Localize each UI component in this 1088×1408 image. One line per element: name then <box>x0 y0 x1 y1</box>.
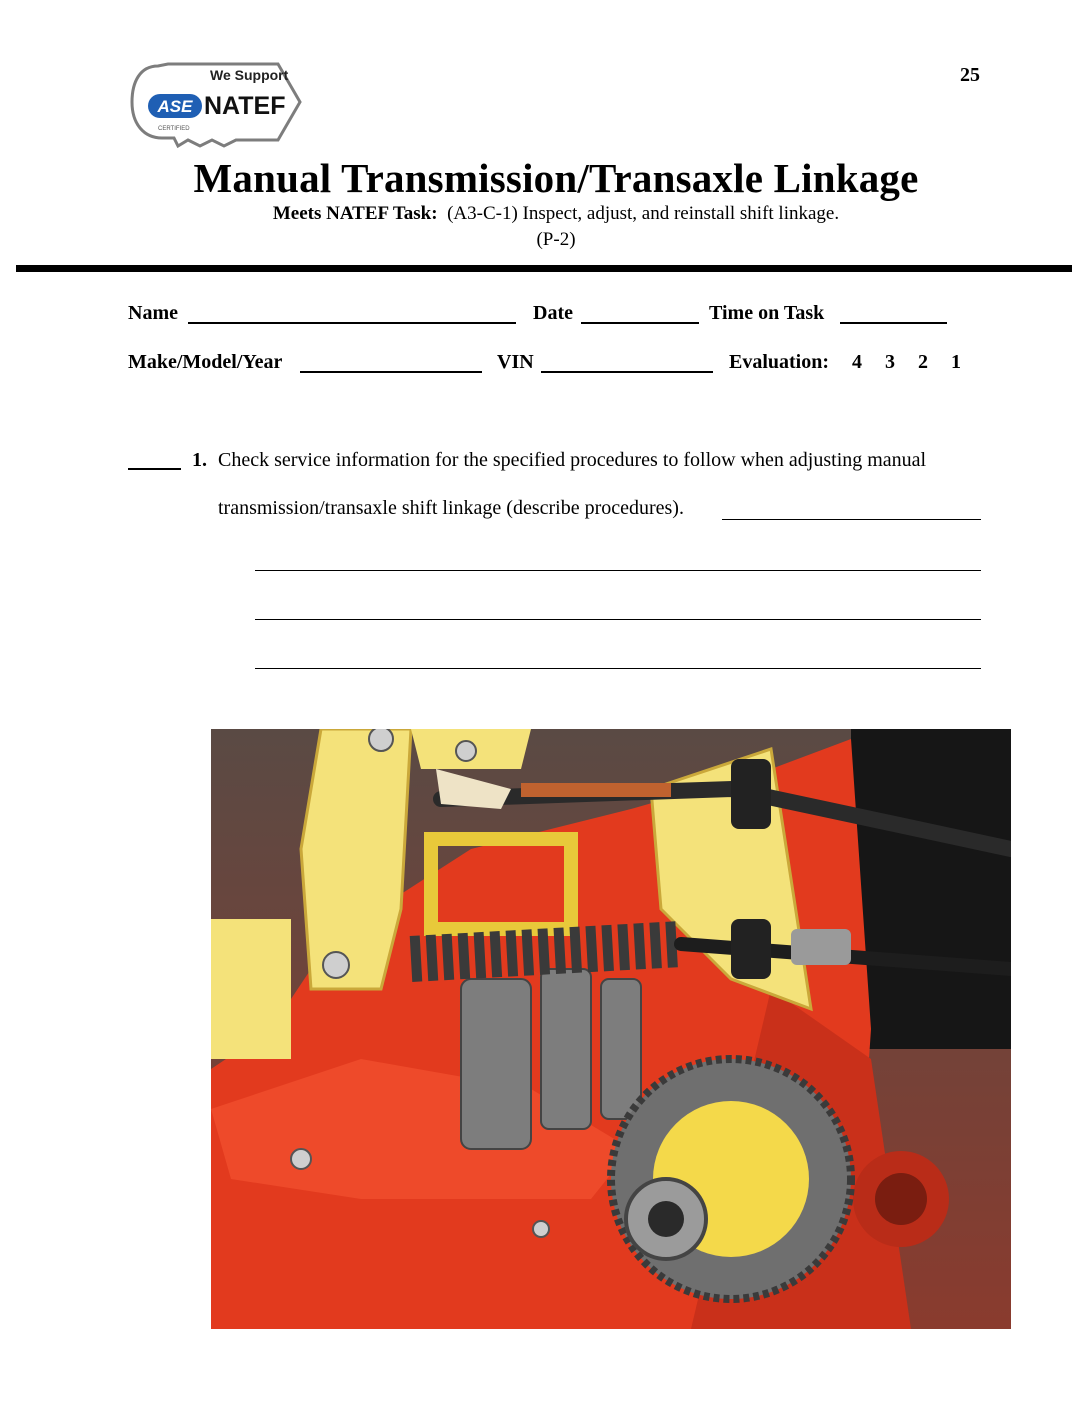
question-1-text-line2: transmission/transaxle shift linkage (describe procedures). <box>218 497 684 519</box>
transaxle-linkage-photo <box>211 729 1011 1329</box>
make-model-year-field[interactable] <box>300 371 482 373</box>
evaluation-scale <box>729 351 961 374</box>
page-title: Manual Transmission/Transaxle Linkage <box>193 155 919 201</box>
evaluation-label: Evaluation: <box>729 351 830 373</box>
question-1-checkbox-blank[interactable] <box>128 468 181 470</box>
svg-text:NATEF: NATEF <box>204 92 286 120</box>
time-on-task-field[interactable] <box>840 322 947 324</box>
answer-line[interactable] <box>255 570 981 571</box>
task-line <box>0 203 1088 225</box>
answer-line[interactable] <box>255 668 981 669</box>
time-on-task-label: Time on Task <box>709 302 825 324</box>
evaluation-score-2[interactable]: 2 <box>918 351 929 373</box>
make-model-year-label: Make/Model/Year <box>128 351 283 373</box>
answer-line[interactable] <box>722 519 981 520</box>
vin-field[interactable] <box>541 371 713 373</box>
header-divider <box>16 265 1072 272</box>
svg-text:ASE: ASE <box>157 97 193 116</box>
question-1-text-line1: Check service information for the specified procedures to follow when adjusting manual <box>218 449 927 471</box>
date-field[interactable] <box>581 322 699 324</box>
task-prefix: Meets NATEF Task: <box>272 203 438 224</box>
name-label: Name <box>128 302 178 324</box>
date-label: Date <box>533 302 573 324</box>
answer-line[interactable] <box>255 619 981 620</box>
evaluation-score-4[interactable]: 4 <box>852 351 863 373</box>
question-1-number: 1. <box>192 449 207 471</box>
vin-label: VIN <box>497 351 534 373</box>
name-field[interactable] <box>188 322 516 324</box>
svg-text:We Support: We Support <box>210 67 289 83</box>
natef-logo <box>128 62 304 154</box>
evaluation-score-1[interactable]: 1 <box>951 351 962 373</box>
svg-text:CERTIFIED: CERTIFIED <box>158 126 190 132</box>
task-priority: (P-2) <box>536 229 576 250</box>
page-number: 25 <box>960 64 980 86</box>
task-description: (A3-C-1) Inspect, adjust, and reinstall shift linkage. <box>447 203 840 224</box>
evaluation-score-3[interactable]: 3 <box>885 351 896 373</box>
